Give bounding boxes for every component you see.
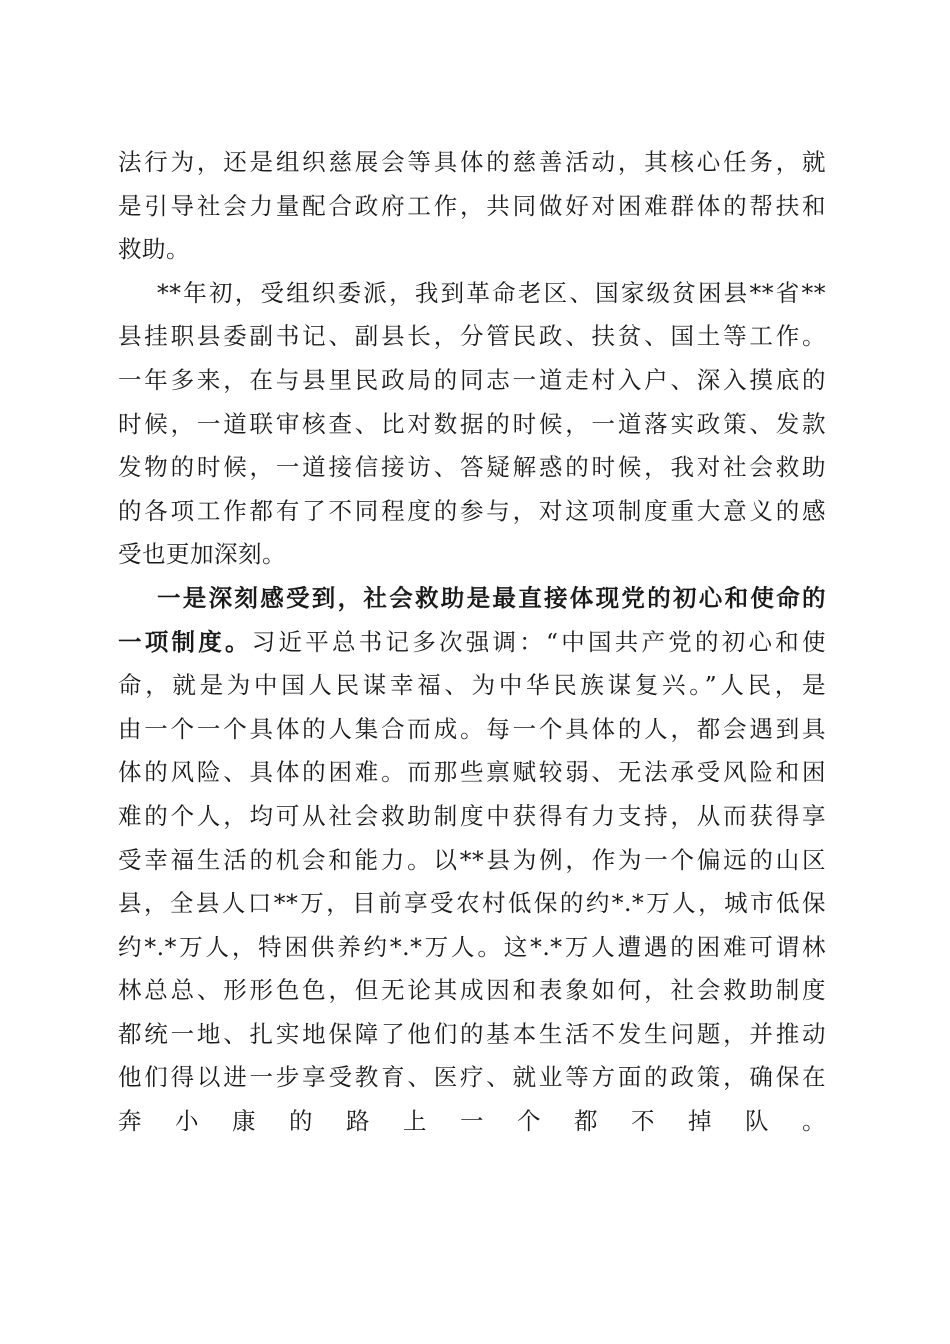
text-line: 奔小康的路上一个都不掉队。	[118, 1107, 826, 1136]
heading-line: 一是深刻感受到，社会救助是最直接体现党的初心和使命的	[157, 583, 826, 612]
text-line: 县挂职县委副书记、副县长，分管民政、扶贫、国土等工作。	[118, 322, 826, 351]
text-line: 难的个人，均可从社会救助制度中获得有力支持，从而获得享	[118, 801, 826, 830]
text-line: 法行为，还是组织慈展会等具体的慈善活动，其核心任务，就	[118, 148, 826, 176]
text-line: 县，全县人口**万，目前享受农村低保的约*.*万人，城市低保	[118, 889, 826, 918]
paragraph-1	[118, 141, 826, 272]
text-segment: 习近平总书记多次强调：“中国共产党的初心和使	[251, 627, 827, 656]
text-line: 受也更加深刻。	[118, 540, 286, 569]
paragraph-3	[118, 577, 826, 1187]
text-line: 救助。	[118, 235, 190, 264]
text-line	[118, 1144, 826, 1188]
text-line: 时候，一道联审核查、比对数据的时候，一道落实政策、发款	[118, 409, 826, 438]
document-body	[118, 141, 826, 1187]
text-line: 他们得以进一步享受教育、医疗、就业等方面的政策，确保在	[118, 1063, 826, 1092]
text-line: 都统一地、扎实地保障了他们的基本生活不发生问题，并推动	[118, 1019, 826, 1048]
text-line	[118, 621, 826, 665]
text-line: **年初，受组织委派，我到革命老区、国家级贫困县**省**	[157, 278, 826, 307]
text-line: 一年多来，在与县里民政局的同志一道走村入户、深入摸底的	[118, 365, 826, 394]
text-line: 体的风险、具体的困难。而那些禀赋较弱、无法承受风险和困	[118, 758, 826, 787]
text-line: 由一个一个具体的人集合而成。每一个具体的人，都会遇到具	[118, 714, 826, 743]
text-line: 林总总、形形色色，但无论其成因和表象如何，社会救助制度	[118, 976, 826, 1005]
paragraph-2	[118, 272, 826, 577]
text-line: 命，就是为中国人民谋幸福、为中华民族谋复兴。”人民，是	[118, 671, 826, 700]
text-line: 约*.*万人，特困供养约*.*万人。这*.*万人遭遇的困难可谓林	[118, 932, 826, 961]
text-line: 受幸福生活的机会和能力。以**县为例，作为一个偏远的山区	[118, 845, 826, 874]
text-line: 的各项工作都有了不同程度的参与，对这项制度重大意义的感	[118, 496, 826, 525]
heading-line-end: 一项制度。	[118, 627, 252, 656]
text-line: 发物的时候，一道接信接访、答疑解惑的时候，我对社会救助	[118, 453, 826, 482]
text-line: 是引导社会力量配合政府工作，共同做好对困难群体的帮扶和	[118, 191, 826, 220]
